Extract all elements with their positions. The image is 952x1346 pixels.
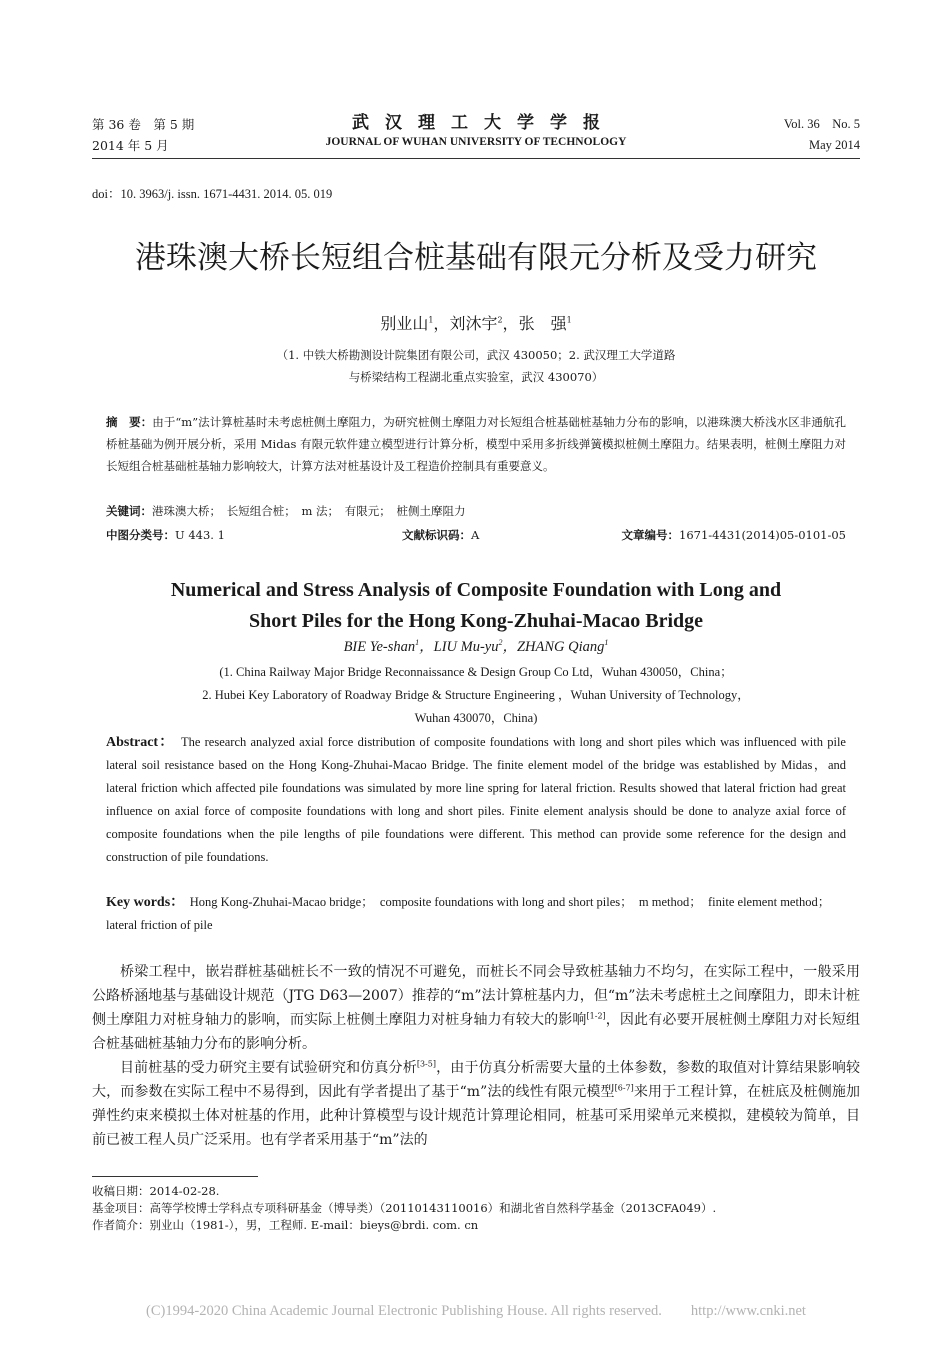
- abstract-text-en: The research analyzed axial force distribution of composite foundations with long and short piles which was influenced with pile lateral soil resistance based on the Hong Kong-Zhuhai-Macao Bridge. The finite element model of the bridge was established by Midas，and lateral friction which affected pile foundations was simulated by more line spring for lateral friction. Results showed that lateral friction had great influence on axial force of composite foundations with long and short piles. Finite element analysis should be done to analyze axial force of composite foundations when the pile lengths of pile foundations were different. This method can provide some reference for the design and construction of pile foundations.: [106, 735, 846, 864]
- volume-issue-cn: 第 36 卷 第 5 期: [92, 117, 195, 132]
- paragraph-text: 桥梁工程中，嵌岩群桩基础桩长不一致的情况不可避免，而桩长不同会导致桩基轴力不均匀，在实际工程中，一般采用公路桥涵地基与基础设计规范（JTG D63—2007）推荐的“m”法计算桩基内力，但“m”法未考虑桩土之间摩阻力，即未计桩侧土摩阻力对桩身轴力的影响，而实际上桩侧土摩阻力对桩身轴力有较大的影响: [92, 964, 860, 1028]
- article-number: [622, 527, 846, 543]
- header-rule: [92, 158, 860, 159]
- keywords-text: 港珠澳大桥； 长短组合桩； m 法； 有限元； 桩侧土摩阻力: [152, 504, 466, 518]
- title-line: Numerical and Stress Analysis of Composite Foundation with Long and: [170, 579, 782, 601]
- abstract-label-en: Abstract：: [106, 735, 168, 750]
- keywords-en: [106, 891, 846, 937]
- paragraph-text: ，因此有必要开展桩侧土摩阻力对长短组合桩基础桩基轴力分布的影响分析。: [92, 1012, 861, 1052]
- clc-number: [106, 527, 225, 543]
- abstract-text: 由于“m”法计算桩基时未考虑桩侧土摩阻力，为研究桩侧土摩阻力对长短组合桩基础桩基轴力分布的影响，以港珠澳大桥浅水区非通航孔桥桩基础为例开展分析，采用 Midas 有限元软件建立模型进行计算分析，模型中采用多折线弹簧模拟桩侧土摩阻力。结果表明，桩侧土摩阻力对长短组合桩基础桩基轴力影响较大，计算方法对桩基设计及工程造价控制具有重要意义。: [106, 415, 847, 473]
- authors-cn: [40, 311, 912, 334]
- keywords-text-en: Hong Kong-Zhuhai-Macao bridge； composite foundations with long and short piles； m method； finite element method； lateral friction of pile: [106, 895, 837, 932]
- author-separator: ，: [433, 314, 450, 333]
- issue-info-en: [784, 114, 860, 156]
- author-1-affil: 1: [428, 315, 434, 325]
- affiliations-cn: [40, 344, 912, 388]
- paragraph: [92, 960, 860, 1056]
- document-code: [402, 527, 479, 543]
- abstract-cn: [106, 411, 846, 477]
- journal-name-cn: 武汉理工大学学报: [352, 113, 616, 133]
- volume-issue-en: Vol. 36 No. 5: [783, 117, 860, 131]
- copyright-watermark: (C)1994-2020 China Academic Journal Electronic Publishing House. All rights reserved. http://www.cnki.net: [146, 1303, 806, 1319]
- affiliations-en: [40, 661, 912, 730]
- author-3: 张 强: [518, 314, 567, 333]
- author-2-en: LIU Mu-yu: [433, 639, 499, 655]
- paper-title-en: [40, 575, 912, 637]
- clc-label: 中图分类号：: [106, 528, 175, 542]
- author-1: 别业山: [380, 314, 429, 333]
- article-number-value: 1671-4431(2014)05-0101-05: [679, 528, 846, 542]
- date-cn: 2014 年 5 月: [92, 138, 169, 153]
- journal-name-en: JOURNAL OF WUHAN UNIVERSITY OF TECHNOLOGY: [325, 136, 627, 148]
- authors-en: BIE Ye-shan$^1$，LIU $Mu-yu^2$，ZHANG Qiang$^1$: [343, 638, 609, 655]
- funding: 基金项目：高等学校博士学科点专项科研基金（博导类）（20110143110016）和湖北省自然科学基金（2013CFA049）.: [92, 1201, 717, 1215]
- author-2: 刘沐宇: [449, 314, 498, 333]
- paragraph-text: 目前桩基的受力研究主要有试验研究和仿真分析: [120, 1060, 417, 1076]
- issue-info: [92, 114, 194, 156]
- paragraph-text: 来用于工程计算，在桩底及桩侧施加弹性约束来模拟土体对桩基的作用，此种计算模型与设计规范计算理论相同，桩基可采用梁单元来模拟，建模较为简单，目前已被工程人员广泛采用。也有学者采用基于“m”法的: [92, 1084, 861, 1148]
- journal-masthead: [250, 112, 702, 150]
- doc-code-value: A: [471, 528, 480, 542]
- footnotes: [92, 1183, 860, 1234]
- author-1-affil: 1: [415, 638, 420, 648]
- citation: [1-2]: [586, 1011, 606, 1021]
- article-number-label: 文章编号：: [621, 528, 680, 542]
- affiliation-line: 与桥梁结构工程湖北重点实验室，武汉 430070）: [348, 370, 604, 384]
- title-line: Short Piles for the Hong Kong-Zhuhai-Macao Bridge: [248, 610, 704, 632]
- paragraph: [92, 1056, 860, 1152]
- clc-value: U 443. 1: [175, 528, 225, 542]
- author-bio: 作者简介：别业山（1981-），男，工程师. E-mail：bieys@brdi. com. cn: [92, 1218, 479, 1232]
- affiliation-line: 2. Hubei Key Laboratory of Roadway Bridge & Structure Engineering ，Wuhan University of Technology，: [202, 688, 750, 702]
- author-3-en: ZHANG Qiang: [516, 639, 605, 655]
- author-3-affil: 1: [566, 315, 572, 325]
- paragraph-text: ，由于仿真分析需要大量的土体参数，参数的取值对计算结果影响较大，而参数在实际工程中不易得到，因此有学者提出了基于“m”法的线性有限元模型: [92, 1060, 861, 1100]
- citation: [6-7]: [614, 1083, 634, 1093]
- author-2-affil: 2: [498, 638, 503, 648]
- keywords-cn: [106, 503, 846, 519]
- author-2-affil: 2: [497, 315, 503, 325]
- keywords-label: 关键词：: [106, 504, 152, 518]
- abstract-en: [106, 731, 846, 869]
- body-text: [92, 960, 860, 1152]
- doc-code-label: 文献标识码：: [402, 528, 471, 542]
- received-date: 收稿日期：2014-02-28.: [92, 1184, 220, 1198]
- affiliation-line: Wuhan 430070，China): [414, 711, 538, 725]
- author-separator: ，: [502, 314, 519, 333]
- doi: doi：10. 3963/j. issn. 1671-4431. 2014. 05. 019: [92, 187, 333, 201]
- paper-title-cn: 港珠澳大桥长短组合桩基础有限元分析及受力研究: [135, 240, 817, 276]
- citation: [3-5]: [416, 1059, 436, 1069]
- keywords-label-en: Key words：: [106, 895, 178, 910]
- affiliation-line: （1. 中铁大桥勘测设计院集团有限公司，武汉 430050；2. 武汉理工大学道路: [276, 348, 676, 362]
- author-1-en: BIE Ye-shan: [343, 639, 416, 655]
- date-en: May 2014: [808, 138, 860, 152]
- abstract-label: 摘 要：: [106, 415, 153, 429]
- author-3-affil: 1: [604, 638, 609, 648]
- footnote-rule: [92, 1176, 258, 1177]
- affiliation-line: (1. China Railway Major Bridge Reconnaissance & Design Group Co Ltd，Wuhan 430050，China；: [219, 665, 733, 679]
